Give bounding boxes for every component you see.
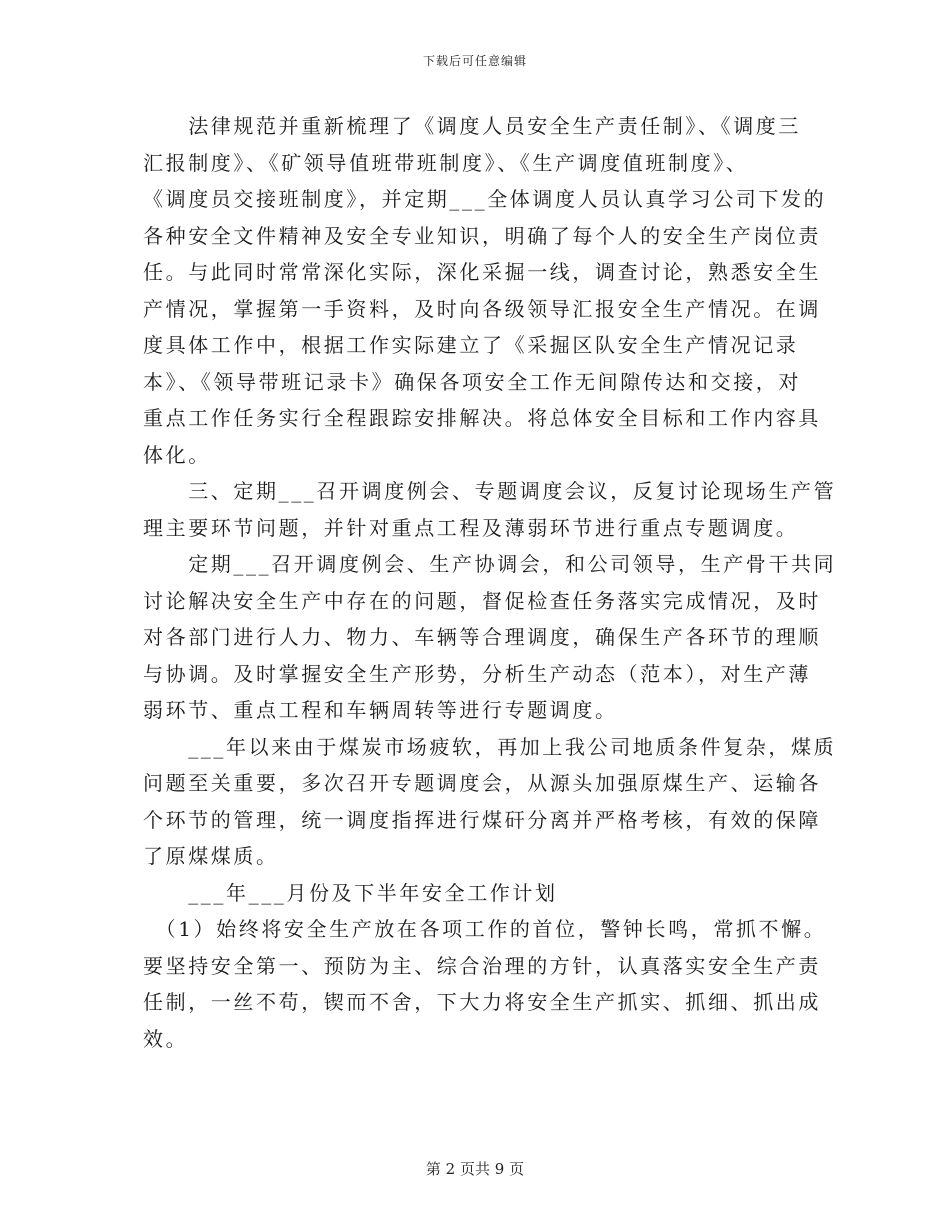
text-line: 定期___召开调度例会、生产协调会，和公司领导，生产骨干共同	[143, 552, 837, 576]
paragraph	[143, 911, 827, 1057]
text-line: 重点工作任务实行全程跟踪安排解决。将总体安全目标和工作内容具	[143, 406, 821, 430]
text-line: 各种安全文件精神及安全专业知识，明确了每个人的安全生产岗位责	[143, 223, 821, 248]
text-line: 理主要环节问题，并针对重点工程及薄弱环节进行重点专题调度。	[143, 515, 799, 540]
text-line: 问题至关重要，多次召开专题调度会，从源头加强原煤生产、运输各	[143, 771, 821, 795]
text-line: 任。与此同时常常深化实际，深化采掘一线，调查讨论，熟悉安全生	[143, 260, 821, 284]
text-line: 度具体工作中，根据工作实际建立了《采掘区队安全生产情况记录	[143, 333, 799, 357]
page-header: 下载后可任意编辑	[422, 54, 527, 68]
text-line: 法律规范并重新梳理了《调度人员安全生产责任制》、《调度三	[143, 114, 801, 138]
text-line: 汇报制度》、《矿领导值班带班制度》、《生产调度值班制度》、	[143, 150, 749, 175]
text-line: 对各部门进行人力、物力、车辆等合理调度，确保生产各环节的理顺	[143, 625, 821, 649]
page-number: 第 2 页共 9 页	[425, 1160, 525, 1178]
text-line: 三、定期___召开调度例会、专题调度会议，反复讨论现场生产管	[143, 479, 837, 503]
text-line: 本》、《领导带班记录卡》确保各项安全工作无间隙传达和交接，对	[143, 369, 801, 394]
text-line: 个环节的管理，统一调度指挥进行煤矸分离并严格考核，有效的保障	[143, 807, 821, 832]
text-line: 了原煤煤质。	[143, 844, 279, 868]
paragraph	[143, 546, 837, 729]
paragraph	[143, 729, 837, 875]
text-line: 与协调。及时掌握安全生产形势，分析生产动态（范本），对生产薄	[143, 661, 811, 686]
text-line: 讨论解决安全生产中存在的问题，督促检查任务落实完成情况，及时	[143, 588, 821, 613]
document-body	[143, 108, 837, 1057]
section-heading	[143, 875, 823, 912]
paragraph	[143, 108, 827, 473]
text-line: （1）始终将安全生产放在各项工作的首位，警钟长鸣，常抓不懈。	[143, 917, 827, 941]
text-line: 《调度员交接班制度》，并定期___全体调度人员认真学习公司下发的	[143, 187, 827, 211]
text-line: 要坚持安全第一、预防为主、综合治理的方针，认真落实安全生产责	[143, 953, 821, 978]
text-line: ___年以来由于煤炭市场疲软，再加上我公司地质条件复杂，煤质	[143, 734, 837, 759]
text-line: 任制，一丝不苟，锲而不舍，下大力将安全生产抓实、抓细、抓出成	[143, 990, 821, 1014]
text-line: 效。	[143, 1026, 189, 1051]
text-line: 产情况，掌握第一手资料，及时向各级领导汇报安全生产情况。在调	[143, 296, 821, 321]
text-line: ___年___月份及下半年安全工作计划	[143, 880, 558, 905]
text-line: 弱环节、重点工程和车辆周转等进行专题调度。	[143, 698, 618, 722]
text-line: 体化。	[143, 442, 211, 467]
paragraph	[143, 473, 837, 546]
